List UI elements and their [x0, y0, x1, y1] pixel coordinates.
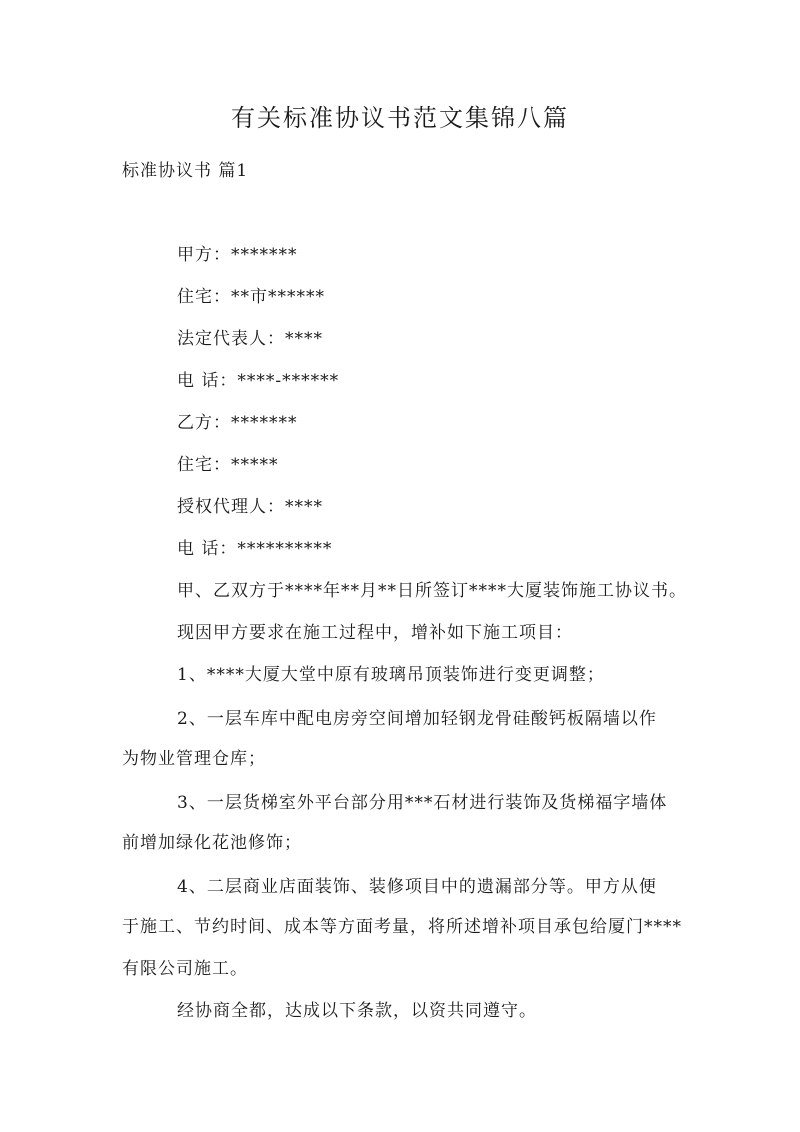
- section-heading: 标准协议书 篇1: [122, 161, 249, 181]
- body-line: 4、二层商业店面装饰、装修项目中的遗漏部分等。甲方从便: [177, 877, 657, 897]
- body-line: 于施工、节约时间、成本等方面考量，将所述增补项目承包给厦门****: [122, 917, 682, 937]
- party-a-name: 甲方：*******: [177, 245, 298, 265]
- body-line: 2、一层车库中配电房旁空间增加轻钢龙骨硅酸钙板隔墙以作: [177, 709, 657, 729]
- party-a-phone: 电 话：****-******: [177, 371, 340, 391]
- body-line: 前增加绿化花池修饰；: [122, 833, 302, 853]
- body-line: 1、****大厦大堂中原有玻璃吊顶装饰进行变更调整；: [177, 665, 605, 685]
- party-a-representative: 法定代表人：****: [177, 329, 323, 349]
- party-b-address: 住宅：*****: [177, 455, 279, 475]
- document-title: 有关标准协议书范文集锦八篇: [231, 104, 569, 132]
- body-line: 有限公司施工。: [122, 959, 248, 979]
- body-line: 经协商全都，达成以下条款，以资共同遵守。: [177, 1001, 537, 1021]
- party-b-phone: 电 话：**********: [177, 539, 333, 559]
- body-line: 为物业管理仓库；: [122, 749, 266, 769]
- party-a-address: 住宅：**市******: [177, 287, 325, 307]
- body-line: 甲、乙双方于****年**月**日所签订****大厦装饰施工协议书。: [177, 581, 687, 601]
- body-line: 3、一层货梯室外平台部分用***石材进行装饰及货梯福字墙体: [177, 793, 668, 813]
- body-line: 现因甲方要求在施工过程中，增补如下施工项目：: [177, 623, 573, 643]
- party-b-agent: 授权代理人：****: [177, 497, 323, 517]
- party-b-name: 乙方：*******: [177, 413, 298, 433]
